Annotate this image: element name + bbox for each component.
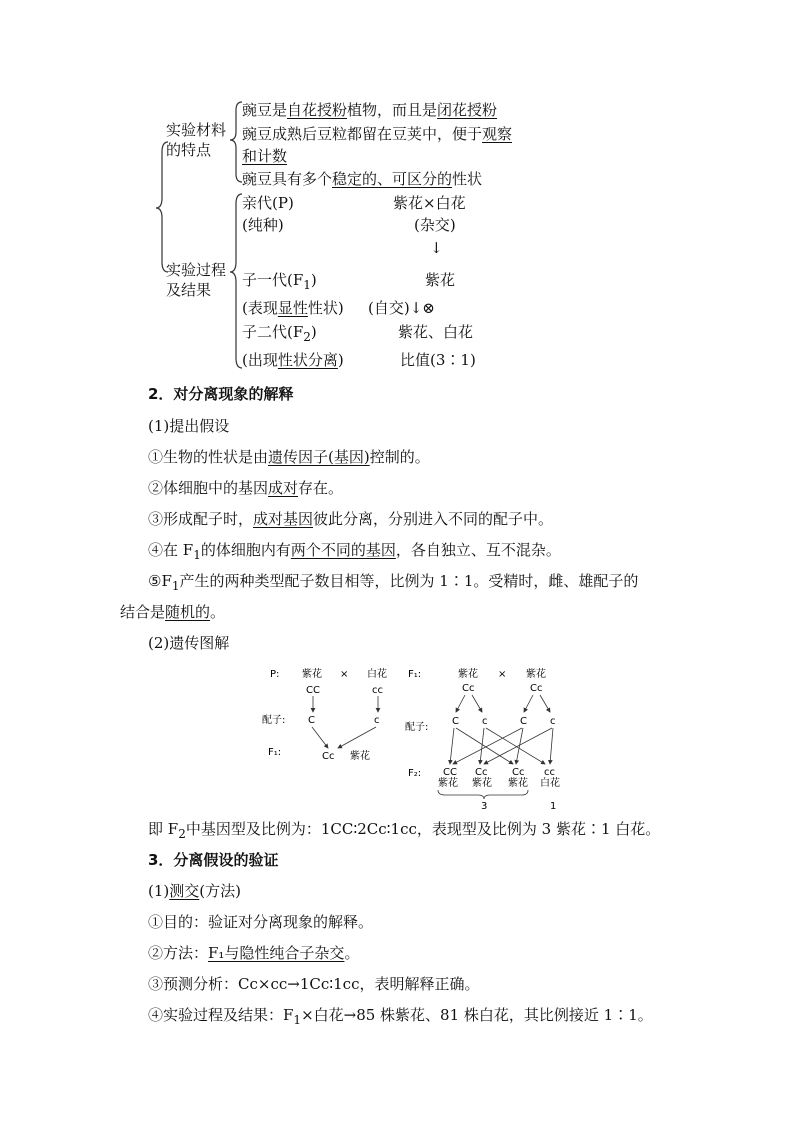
right-f2-label: F₂: — [408, 768, 422, 779]
parent-cross: 紫花×白花 — [393, 194, 466, 212]
genetic-diagram-subheading: (2)遗传图解 — [148, 634, 230, 652]
left-white: 白花 — [367, 669, 387, 680]
hypothesis-item-5-cont: 结合是随机的。 — [120, 603, 226, 621]
section2-summary: 即 $F_2$中基因型及比例为：1CC∶2Cc∶1cc，表现型及比例为 3 紫花∶1 白花。 — [148, 820, 661, 841]
hypothesis-subheading: (1)提出假设 — [148, 417, 230, 435]
left-gamete-C: C — [308, 715, 315, 726]
f2-phenotype: 紫花、白花 — [398, 323, 474, 341]
f2-genotype-3: Cc — [512, 767, 525, 778]
f2-genotype-2: Cc — [475, 767, 488, 778]
right-f1-label: F₁: — [408, 669, 422, 680]
material-line-3: 和计数 — [242, 147, 288, 165]
right-gamete-3: C — [520, 716, 527, 727]
right-gamete-4: c — [550, 716, 556, 727]
right-Cc-1: Cc — [462, 683, 475, 694]
left-p-label: P: — [270, 669, 280, 680]
section3-heading: 3．分离假设的验证 — [148, 851, 279, 869]
f2-phenotype-1: 紫花 — [438, 778, 458, 789]
f1-phenotype: 紫花 — [425, 271, 456, 289]
testcross-item-4: ④实验过程及结果：$F_1\times$白花→85 株紫花、81 株白花，其比例接近 1∶1。 — [148, 1006, 653, 1027]
f2-phenotype-2: 紫花 — [472, 778, 492, 789]
purple-count: 3 — [481, 801, 488, 810]
hypothesis-item-3: ③形成配子时，成对基因彼此分离，分别进入不同的配子中。 — [148, 510, 554, 528]
right-gamete-1: C — [452, 716, 459, 727]
left-purple: 紫花 — [302, 669, 322, 680]
hypothesis-item-4: ④在 $F_1$的体细胞内有两个不同的基因，各自独立、互不混杂。 — [148, 541, 561, 562]
purple-brace — [438, 790, 528, 799]
left-f1-label: F₁: — [268, 747, 282, 758]
ratio-label: 比值(3∶1) — [400, 351, 476, 369]
f2-phenotype-4: 白花 — [540, 778, 560, 789]
testcross-item-1: ①目的：验证对分离现象的解释。 — [148, 913, 374, 931]
f2-phenotype-3: 紫花 — [508, 778, 528, 789]
material-line-1: 豌豆是自花授粉植物，而且是闭花授粉 — [242, 101, 498, 119]
left-cross: × — [340, 669, 349, 680]
materials-brace — [230, 102, 242, 182]
right-purple-1: 紫花 — [458, 669, 478, 680]
f2-genotype-1: CC — [443, 767, 457, 778]
outer-brace — [156, 142, 168, 272]
left-cc: cc — [372, 685, 383, 696]
material-line-4: 豌豆具有多个稳定的、可区分的性状 — [242, 170, 483, 188]
right-purple-2: 紫花 — [526, 669, 546, 680]
hypothesis-item-5: $⑤F_1$产生的两种类型配子数目相等，比例为 1∶1。受精时，雌、雄配子的 — [148, 572, 639, 593]
left-f1-phenotype: 紫花 — [350, 751, 370, 762]
materials-label: 实验材料 的特点 — [166, 121, 227, 159]
f2-genotype-4: cc — [544, 767, 555, 778]
right-gamete-label: 配子: — [405, 722, 429, 733]
hybrid-label: (杂交) — [414, 216, 456, 234]
down-arrow: ↓ — [430, 239, 443, 257]
left-gamete-c: c — [374, 715, 380, 726]
genetic-diagram — [250, 660, 590, 810]
f2-description: (出现性状分离) — [242, 351, 344, 369]
testcross-subheading: (1)测交(方法) — [148, 882, 241, 900]
hypothesis-item-2: ②体细胞中的基因成对存在。 — [148, 479, 344, 497]
right-gamete-2: c — [482, 716, 488, 727]
parent-pure-label: (纯种) — [242, 216, 284, 234]
left-gamete-label: 配子: — [262, 715, 286, 726]
f1-description: (表现显性性状) — [242, 299, 344, 317]
f2-label: 子二代$(F_2)$ — [242, 323, 317, 344]
material-line-2: 豌豆成熟后豆粒都留在豆荚中，便于观察 — [242, 125, 513, 143]
parent-label: 亲代(P) — [242, 194, 294, 212]
hypothesis-item-1: ①生物的性状是由遗传因子(基因)控制的。 — [148, 448, 430, 466]
process-label: 实验过程 及结果 — [166, 261, 227, 299]
white-count: 1 — [550, 801, 557, 810]
selfing-label: (自交)↓⊗ — [368, 299, 435, 317]
section2-heading: 2．对分离现象的解释 — [148, 385, 294, 403]
left-Cc: Cc — [322, 751, 335, 762]
testcross-item-3: ③预测分析：Cc×cc→1Cc∶1cc，表明解释正确。 — [148, 975, 480, 993]
right-cross: × — [498, 669, 507, 680]
testcross-item-2: ②方法：F₁与隐性纯合子杂交。 — [148, 944, 360, 962]
left-CC: CC — [306, 685, 320, 696]
process-brace — [230, 194, 242, 368]
right-Cc-2: Cc — [530, 683, 543, 694]
f1-label: 子一代$(F_1)$ — [242, 271, 317, 292]
